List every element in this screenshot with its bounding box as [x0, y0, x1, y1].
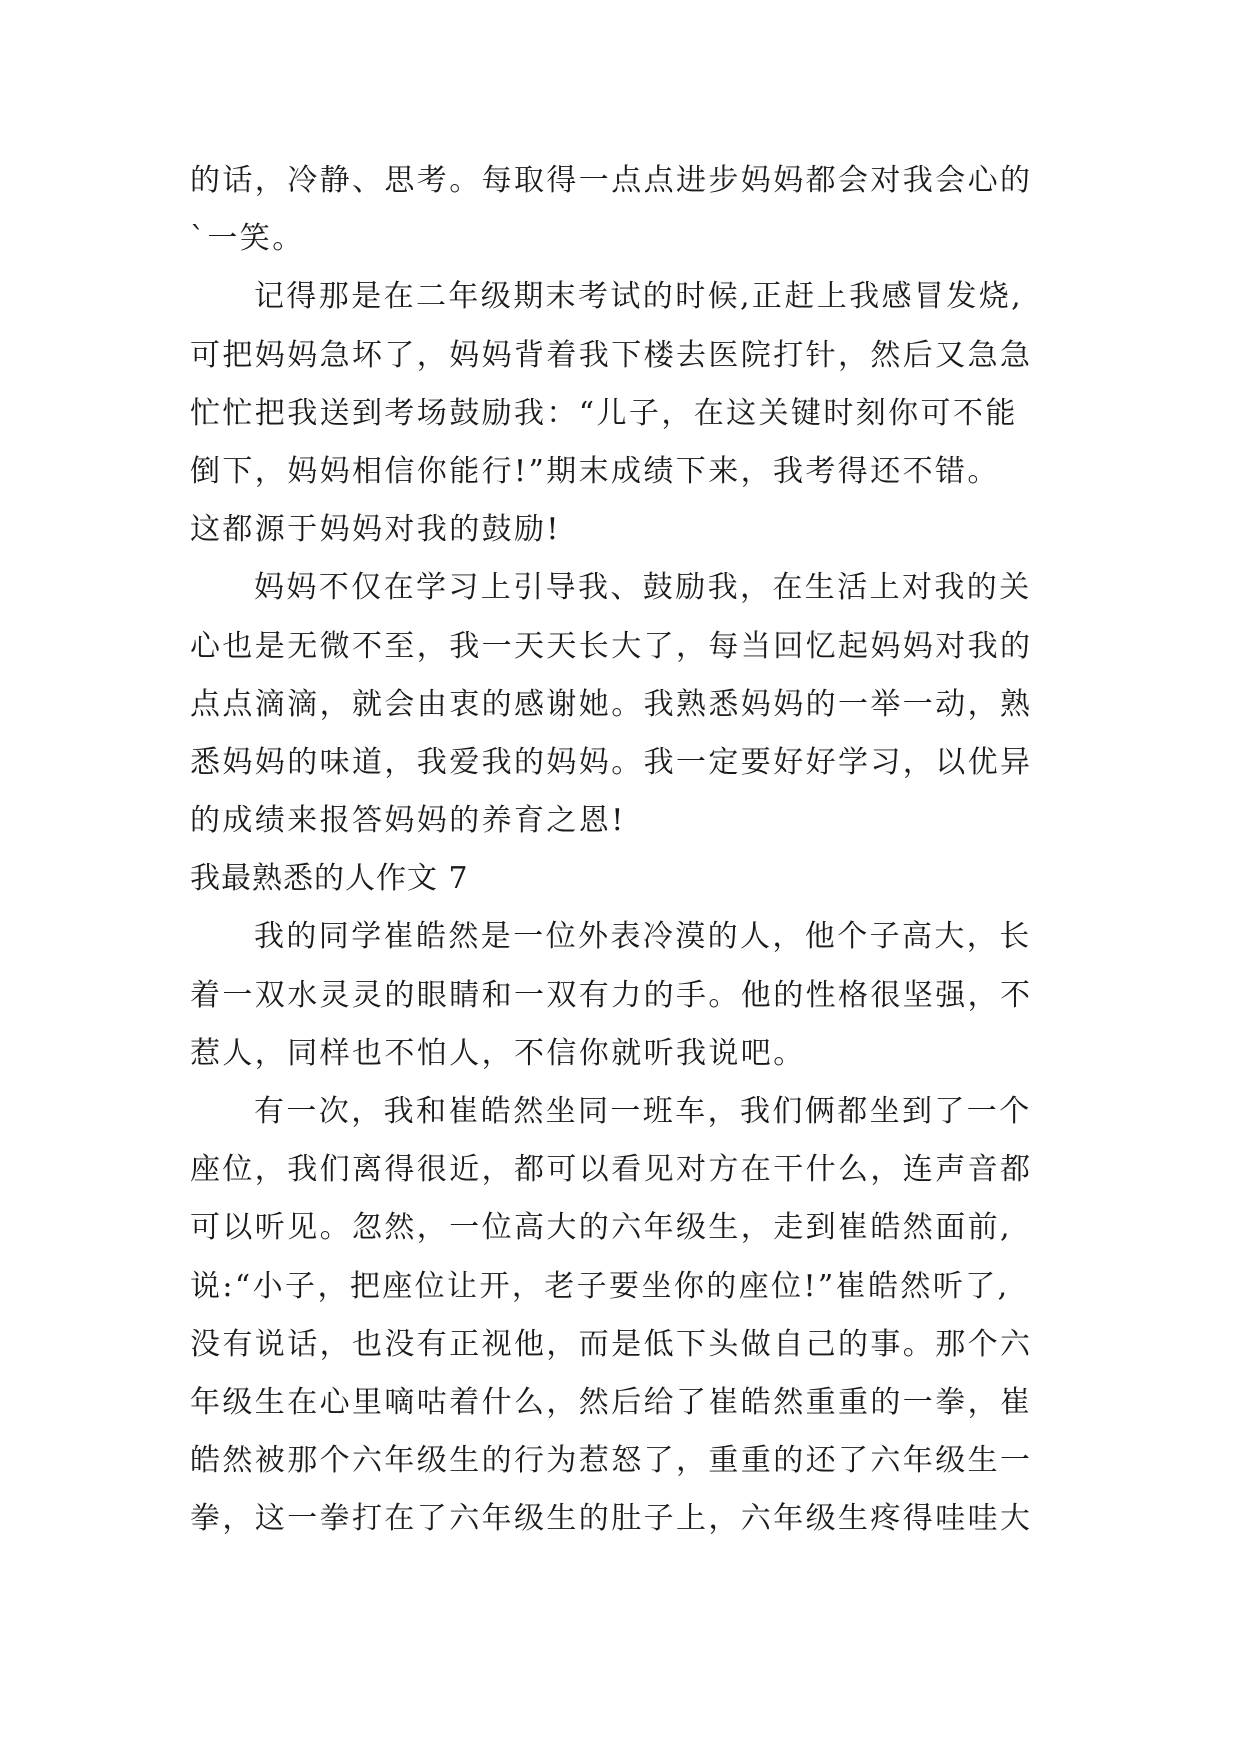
text-line: 可把妈妈急坏了，妈妈背着我下楼去医院打针，然后又急急	[190, 337, 1033, 373]
paragraph-start-line: 我的同学崔皓然是一位外表冷漠的人，他个子高大，长	[254, 919, 1032, 955]
text-line: 可以听见。忽然，一位高大的六年级生，走到崔皓然面前,	[190, 1210, 1012, 1246]
essay-text	[190, 152, 1070, 1549]
text-line: 点点滴滴，就会由衷的感谢她。我熟悉妈妈的一举一动，熟	[190, 686, 1033, 722]
paragraph-start-line: 妈妈不仅在学习上引导我、鼓励我，在生活上对我的关	[254, 570, 1032, 606]
text-line: 皓然被那个六年级生的行为惹怒了，重重的还了六年级生一	[190, 1443, 1033, 1479]
text-line: 忙忙把我送到考场鼓励我：“儿子，在这关键时刻你可不能	[190, 395, 1018, 431]
paragraph-start-line: 有一次，我和崔皓然坐同一班车，我们俩都坐到了一个	[254, 1094, 1032, 1129]
text-line: 说:“小子，把座位让开，老子要坐你的座位!”崔皓然听了,	[190, 1268, 1010, 1304]
section-heading: 我最熟悉的人作文 7	[190, 861, 469, 897]
text-line: 座位，我们离得很近，都可以看见对方在干什么，连声音都	[190, 1152, 1033, 1188]
text-line: 年级生在心里嘀咕着什么，然后给了崔皓然重重的一拳，崔	[190, 1384, 1033, 1420]
text-line: 拳，这一拳打在了六年级生的肚子上，六年级生疼得哇哇大	[190, 1501, 1033, 1537]
text-line: 没有说话，也没有正视他，而是低下头做自己的事。那个六	[190, 1326, 1033, 1362]
text-line: 惹人，同样也不怕人，不信你就听我说吧。	[190, 1035, 806, 1071]
text-line: 的话，冷静、思考。每取得一点点进步妈妈都会对我会心的	[190, 163, 1033, 198]
text-line: 的成绩来报答妈妈的养育之恩!	[190, 803, 626, 839]
text-line: 悉妈妈的味道，我爱我的妈妈。我一定要好好学习，以优异	[190, 744, 1033, 780]
text-line: 这都源于妈妈对我的鼓励!	[190, 512, 561, 548]
text-line: 倒下，妈妈相信你能行!”期末成绩下来，我考得还不错。	[190, 453, 1000, 489]
text-line: 着一双水灵灵的眼睛和一双有力的手。他的性格很坚强，不	[190, 977, 1033, 1013]
text-line: `一笑。	[190, 221, 305, 257]
paragraph-start-line: 记得那是在二年级期末考试的时候,正赶上我感冒发烧,	[254, 279, 1024, 315]
text-line: 心也是无微不至，我一天天长大了，每当回忆起妈妈对我的	[190, 628, 1033, 664]
